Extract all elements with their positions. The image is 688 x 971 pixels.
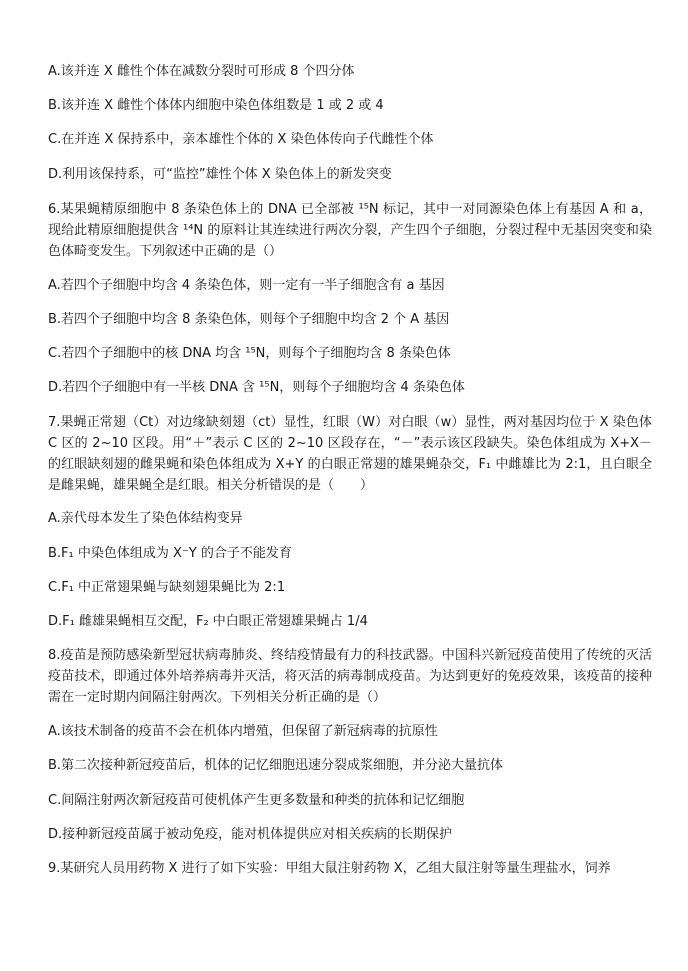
q5-option-c: C.在并连 X 保持系中，亲本雄性个体的 X 染色体传向子代雌性个体 [48,132,434,147]
q6-option-a: A.若四个子细胞中均含 4 条染色体，则一定有一半子细胞含有 a 基因 [48,278,445,293]
q8-option-c: C.间隔注射两次新冠疫苗可使机体产生更多数量和种类的抗体和记忆细胞 [48,793,465,808]
q9-stem: 9.某研究人员用药物 X 进行了如下实验：甲组大鼠注射药物 X，乙组大鼠注射等量生理盐水，饲养 [48,861,611,876]
q7-option-a: A.亲代母本发生了染色体结构变异 [48,511,243,526]
q8-stem: 8.疫苗是预防感染新型冠状病毒肺炎、终结疫情最有力的科技武器。中国科兴新冠疫苗使用了传统的灭活疫苗技术，即通过体外培养病毒并灭活，将灭活的病毒制成疫苗。为达到更好的免疫效果，该疫苗的接种需在一定时期内间隔注射两次。下列相关分析正确的是（） [48,648,652,705]
q7-option-d: D.F₁ 雌雄果蝇相互交配，F₂ 中白眼正常翅雄果蝇占 1/4 [48,614,368,629]
q6-stem: 6.某果蝇精原细胞中 8 条染色体上的 DNA 已全部被 ¹⁵N 标记，其中一对同源染色体上有基因 A 和 a，现给此精原细胞提供含 ¹⁴N 的原料让其连续进行两次分裂，产生四个子细胞，分裂过程中无基因突变和染色体畸变发生。下列叙述中正确的是（） [48,202,652,259]
q8-option-d: D.接种新冠疫苗属于被动免疫，能对机体提供应对相关疾病的长期保护 [48,827,453,842]
q5-option-d: D.利用该保持系，可“监控”雄性个体 X 染色体上的新发突变 [48,167,392,182]
q7-stem: 7.果蝇正常翅（Ct）对边缘缺刻翅（ct）显性，红眼（W）对白眼（w）显性，两对基因均位于 X 染色体 C 区的 2~10 区段。用“＋”表示 C 区的 2~10 区段存在，“－”表示该区段缺失。染色体组成为 X+X－的红眼缺刻翅的雌果蝇和染色体组成为 X+Y 的白眼正常翅的雄果蝇杂交，F₁ 中雌雄比为 2:1，且白眼全是雌果蝇，雄果蝇全是红眼。相关分析错误的是（ ） [48,415,652,493]
q7-option-b: B.F₁ 中染色体组成为 X⁻Y 的合子不能发育 [48,546,292,561]
q5-option-b: B.该并连 X 雌性个体体内细胞中染色体组数是 1 或 2 或 4 [48,98,384,113]
q8-option-b: B.第二次接种新冠疫苗后，机体的记忆细胞迅速分裂成浆细胞，并分泌大量抗体 [48,758,504,773]
q6-option-d: D.若四个子细胞中有一半核 DNA 含 ¹⁵N，则每个子细胞均含 4 条染色体 [48,380,465,395]
q7-option-c: C.F₁ 中正常翅果蝇与缺刻翅果蝇比为 2:1 [48,580,286,595]
q6-option-c: C.若四个子细胞中的核 DNA 均含 ¹⁵N，则每个子细胞均含 8 条染色体 [48,346,451,361]
q8-option-a: A.该技术制备的疫苗不会在机体内增殖，但保留了新冠病毒的抗原性 [48,724,438,739]
q6-option-b: B.若四个子细胞中均含 8 条染色体，则每个子细胞中均含 2 个 A 基因 [48,312,450,327]
q5-option-a: A.该并连 X 雌性个体在减数分裂时可形成 8 个四分体 [48,64,355,79]
